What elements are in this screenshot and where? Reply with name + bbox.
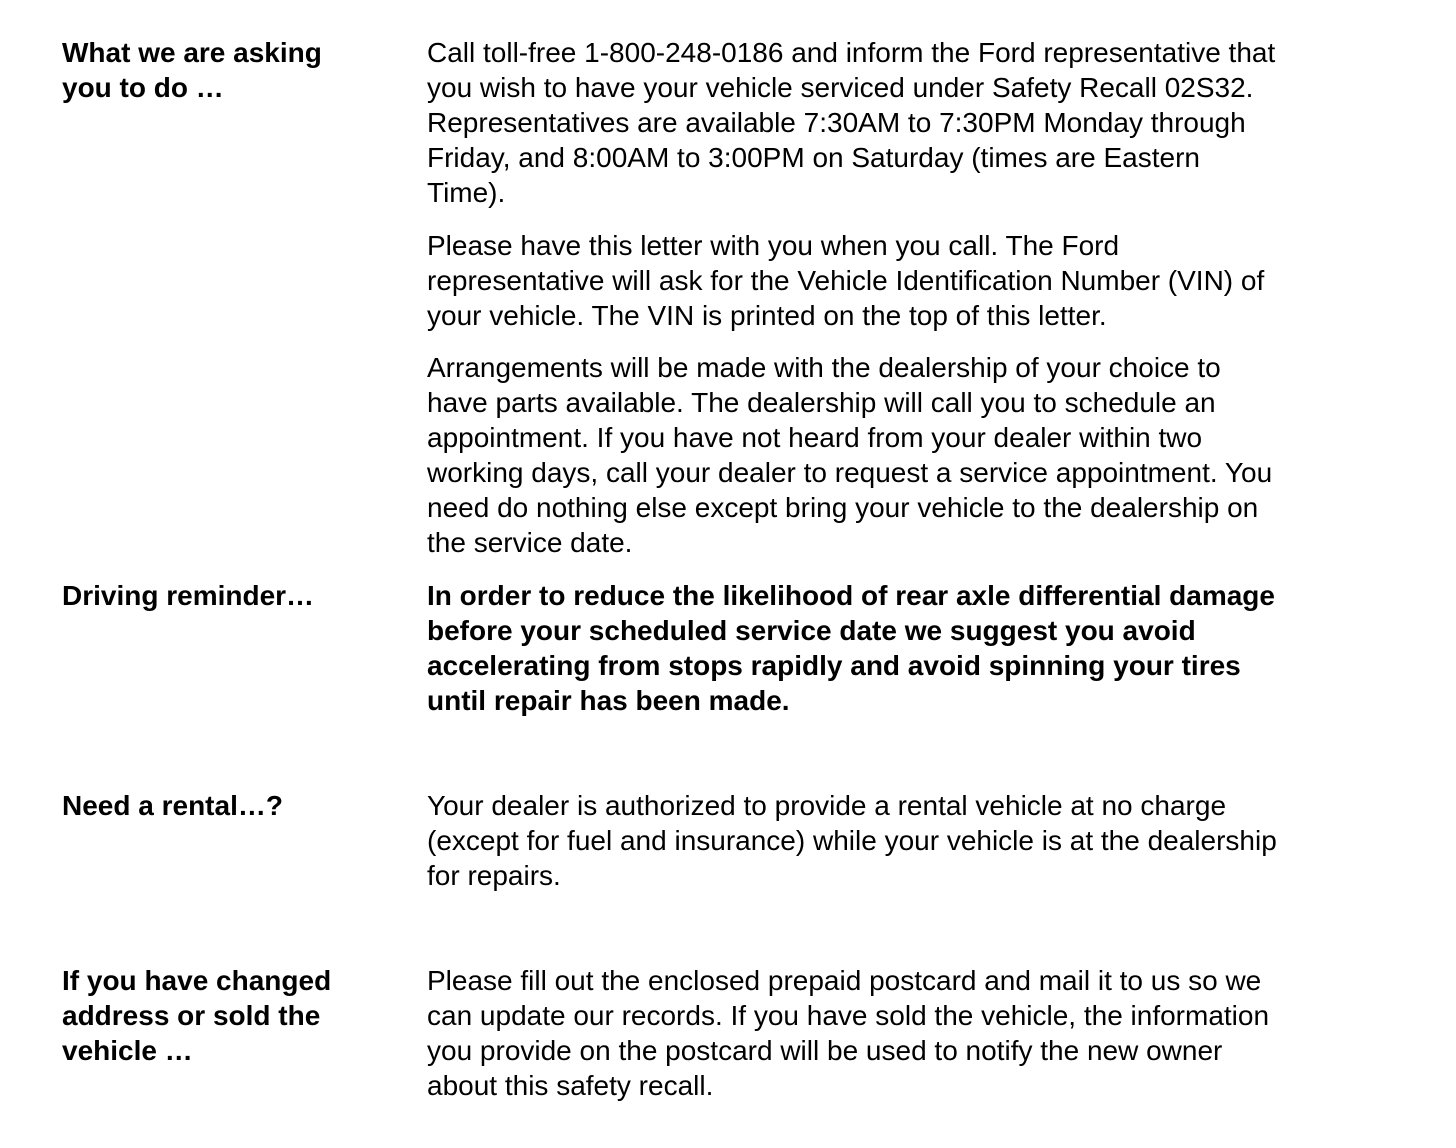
- driving-reminder-text: In order to reduce the likelihood of rear axle differential damage before your scheduled service date we suggest you avoid accelerating from stops rapidly and avoid spinning your tires until repair has been made.: [427, 580, 1275, 716]
- asking-paragraph-arrangements: Arrangements will be made with the dealership of your choice to have parts available. The dealership will call you to schedule an appointment. If you have not heard from your dealer within two working days, call your dealer to request a service appointment. You need do nothing else except bring your vehicle to the dealership on the service date.: [427, 352, 1273, 558]
- asking-paragraph-call-toll-free: Call toll-free 1-800-248-0186 and inform the Ford representative that you wish to have your vehicle serviced under Safety Recall 02S32. Representatives are available 7:30AM to 7:30PM Monday through Friday, and 8:00AM to 3:00PM on Saturday (times are Eastern Time).: [427, 37, 1276, 208]
- section-label-what-we-are-asking: What we are asking you to do …: [62, 37, 322, 103]
- changed-address-text: Please fill out the enclosed prepaid postcard and mail it to us so we can update our records. If you have sold the vehicle, the information you provide on the postcard will be used to notify the new owner about this safety recall.: [427, 965, 1270, 1101]
- section-label-need-a-rental: Need a rental…?: [62, 790, 283, 821]
- section-label-changed-address: If you have changed address or sold the vehicle …: [62, 965, 332, 1066]
- asking-paragraph-have-letter: Please have this letter with you when you call. The Ford representative will ask for the Vehicle Identification Number (VIN) of your vehicle. The VIN is printed on the top of this letter.: [427, 230, 1265, 331]
- section-label-driving-reminder: Driving reminder…: [62, 580, 315, 611]
- rental-text: Your dealer is authorized to provide a rental vehicle at no charge (except for fuel and insurance) while your vehicle is at the dealership for repairs.: [427, 790, 1277, 891]
